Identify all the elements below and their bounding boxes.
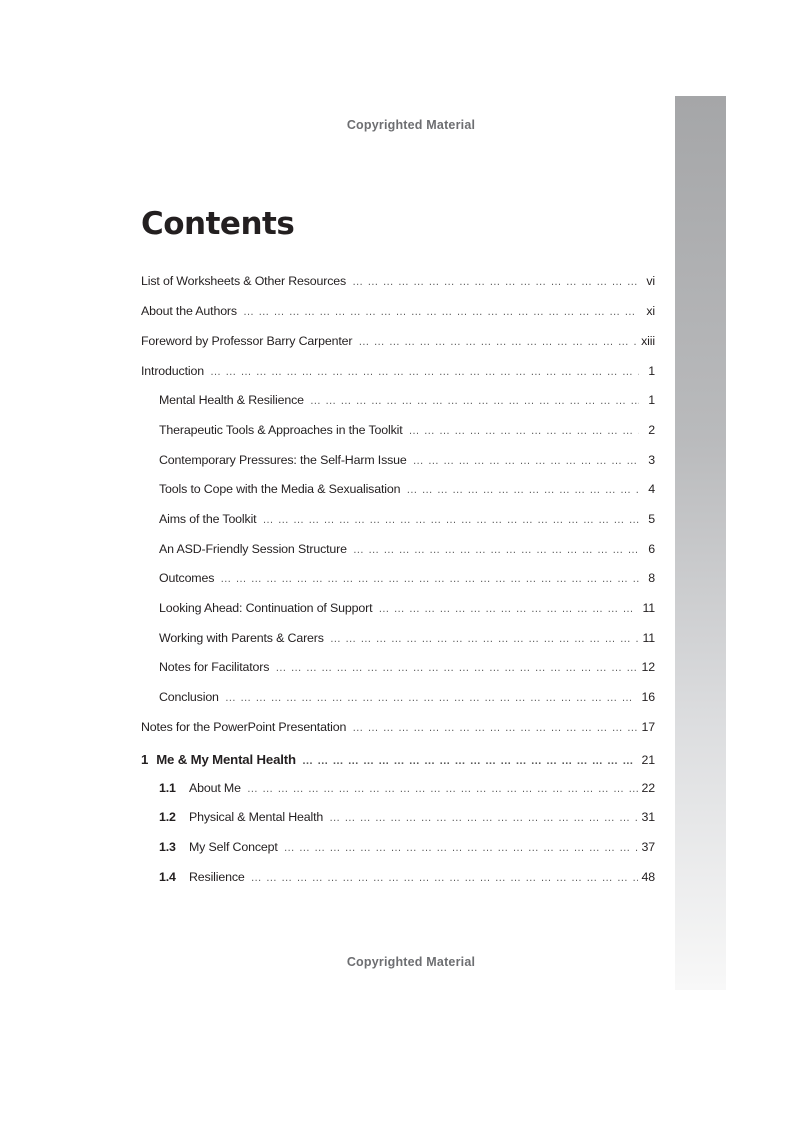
toc-chapter-title: Me & My Mental Health xyxy=(156,752,296,767)
dot-leader xyxy=(378,600,638,618)
toc-entry-page: 11 xyxy=(642,601,655,615)
toc-entry-title: List of Worksheets & Other Resources xyxy=(141,274,347,288)
toc-chapter-number: 1 xyxy=(141,752,149,767)
dot-leader xyxy=(225,689,638,707)
dot-leader xyxy=(243,303,639,321)
dot-leader xyxy=(353,541,639,559)
toc-entry-notes-facilitators[interactable] xyxy=(159,658,655,676)
toc-section-number: 1.1 xyxy=(159,781,176,795)
toc-entry-conclusion[interactable] xyxy=(159,688,655,706)
toc-entry-page: 37 xyxy=(641,840,655,854)
dot-leader xyxy=(409,422,639,440)
dot-leader xyxy=(352,719,637,737)
toc-entry-page: 2 xyxy=(648,423,655,437)
dot-leader xyxy=(406,481,639,499)
copyright-watermark-bottom: Copyrighted Material xyxy=(346,955,476,969)
toc-entry-title: Notes for the PowerPoint Presentation xyxy=(141,720,347,734)
toc-entry-title: Mental Health & Resilience xyxy=(159,393,304,407)
toc-entry-title: Notes for Facilitators xyxy=(159,660,270,674)
toc-entry-about-authors[interactable] xyxy=(141,302,655,320)
dot-leader xyxy=(413,452,639,470)
toc-entry-mental-health-resilience[interactable] xyxy=(159,391,655,409)
toc-entry-introduction[interactable] xyxy=(141,362,655,380)
toc-entry-title: Physical & Mental Health xyxy=(189,810,324,824)
toc-entry-page: 5 xyxy=(648,512,655,526)
toc-entry-foreword[interactable] xyxy=(141,332,655,350)
toc-entry-page: 3 xyxy=(648,453,655,467)
toc-entry-page: 17 xyxy=(641,720,655,734)
toc-entry-title: My Self Concept xyxy=(189,840,278,854)
dot-leader xyxy=(262,511,639,529)
toc-entry-title: Looking Ahead: Continuation of Support xyxy=(159,601,373,615)
toc-section-number: 1.2 xyxy=(159,810,176,824)
toc-entry-worksheets[interactable] xyxy=(141,272,655,290)
toc-entry-page: 48 xyxy=(641,870,655,884)
toc-entry-page: 12 xyxy=(641,660,655,674)
dot-leader xyxy=(330,630,639,648)
toc-section-1-3[interactable] xyxy=(159,838,655,856)
toc-entry-title: Introduction xyxy=(141,364,204,378)
toc-entry-title: Therapeutic Tools & Approaches in the Toolkit xyxy=(159,423,403,437)
toc-entry-page: xiii xyxy=(641,334,655,348)
toc-entry-page: 1 xyxy=(648,393,655,407)
dot-leader xyxy=(329,809,637,827)
toc-entry-therapeutic-tools[interactable] xyxy=(159,421,655,439)
toc-section-number: 1.4 xyxy=(159,870,176,884)
toc-entry-title: Working with Parents & Carers xyxy=(159,631,324,645)
toc-entry-session-structure[interactable] xyxy=(159,540,655,558)
toc-entry-parents-carers[interactable] xyxy=(159,629,655,647)
toc-entry-page: xi xyxy=(646,304,655,318)
dot-leader xyxy=(275,659,637,677)
toc-entry-tools-to-cope[interactable] xyxy=(159,480,655,498)
toc-entry-title: Foreword by Professor Barry Carpenter xyxy=(141,334,353,348)
toc-entry-page: 31 xyxy=(641,810,655,824)
toc-entry-page: vi xyxy=(646,274,655,288)
toc-section-1-1[interactable] xyxy=(159,779,655,797)
toc-entry-page: 8 xyxy=(648,571,655,585)
page-title: Contents xyxy=(141,206,295,242)
dot-leader xyxy=(247,780,638,798)
toc-entry-page: 1 xyxy=(648,364,655,378)
toc-entry-page: 11 xyxy=(642,631,655,645)
toc-entry-title: Contemporary Pressures: the Self-Harm Issue xyxy=(159,453,407,467)
dot-leader xyxy=(310,392,639,410)
toc-entry-aims[interactable] xyxy=(159,510,655,528)
toc-entry-contemporary-pressures[interactable] xyxy=(159,451,655,469)
toc-entry-title: Outcomes xyxy=(159,571,215,585)
toc-entry-page: 21 xyxy=(641,753,655,767)
toc-entry-title: Conclusion xyxy=(159,690,219,704)
toc-entry-title: About Me xyxy=(189,781,241,795)
toc-entry-title: Tools to Cope with the Media & Sexualisation xyxy=(159,482,401,496)
dot-leader xyxy=(302,752,638,770)
toc-section-number: 1.3 xyxy=(159,840,176,854)
toc-entry-outcomes[interactable] xyxy=(159,569,655,587)
dot-leader xyxy=(210,363,639,381)
toc-entry-title: An ASD-Friendly Session Structure xyxy=(159,542,347,556)
toc-entry-title: Resilience xyxy=(189,870,245,884)
dot-leader xyxy=(358,333,637,351)
dot-leader xyxy=(251,869,638,887)
toc-entry-page: 6 xyxy=(648,542,655,556)
toc-entry-title: About the Authors xyxy=(141,304,237,318)
toc-entry-page: 4 xyxy=(648,482,655,496)
dot-leader xyxy=(352,273,639,291)
dot-leader xyxy=(284,839,638,857)
toc-entry-page: 16 xyxy=(641,690,655,704)
toc-section-1-4[interactable] xyxy=(159,868,655,886)
toc-entry-looking-ahead[interactable] xyxy=(159,599,655,617)
toc-section-1-2[interactable] xyxy=(159,808,655,826)
dot-leader xyxy=(220,570,639,588)
copyright-watermark-top: Copyrighted Material xyxy=(346,118,476,132)
toc-entry-page: 22 xyxy=(641,781,655,795)
toc-entry-powerpoint-notes[interactable] xyxy=(141,718,655,736)
toc-chapter-1[interactable] xyxy=(141,751,655,769)
toc-entry-title: Aims of the Toolkit xyxy=(159,512,257,526)
